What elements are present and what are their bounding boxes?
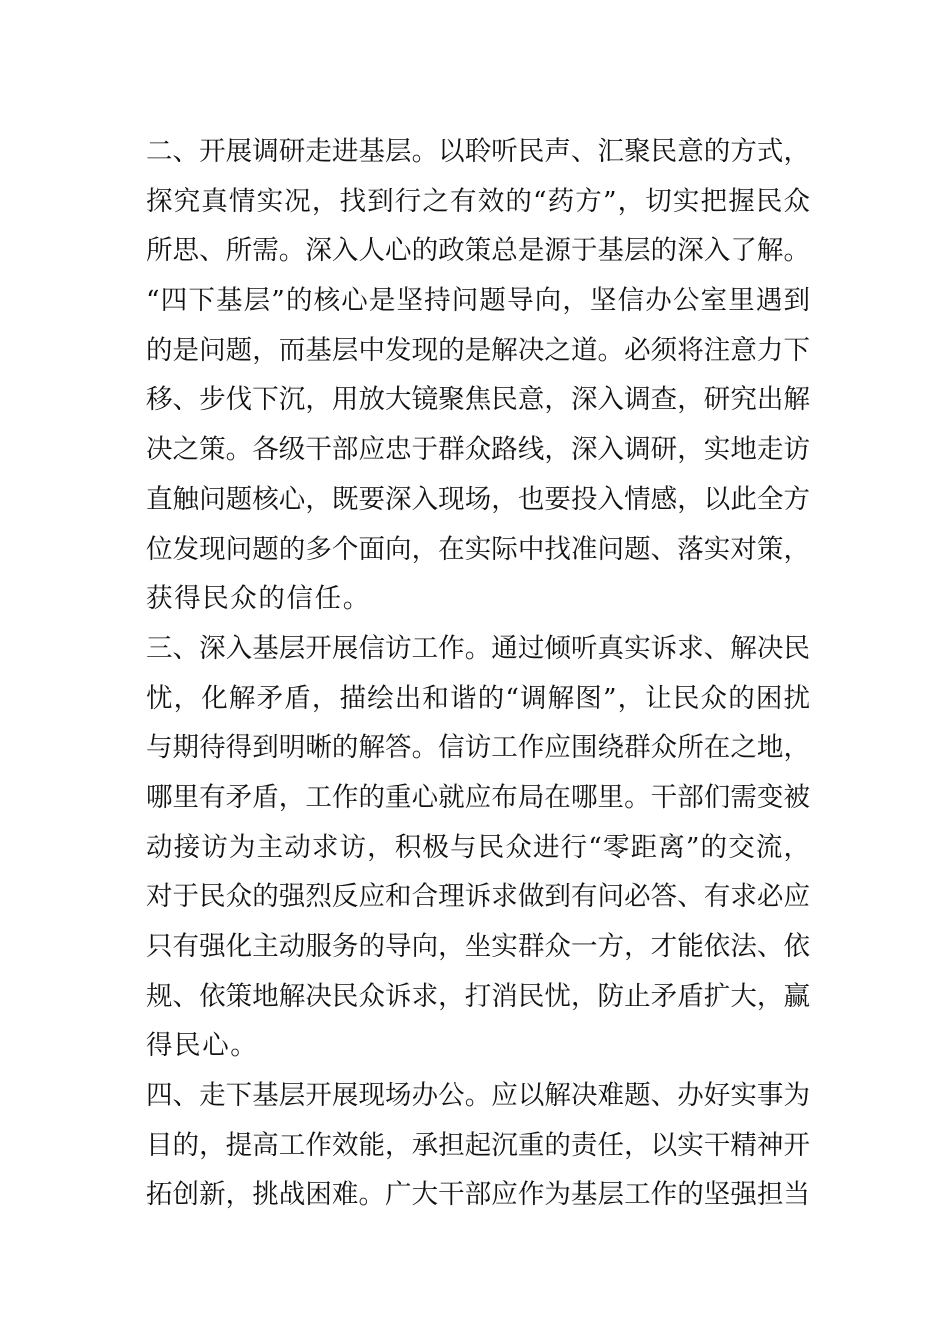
text-line: 获得民众的信任。 xyxy=(146,583,371,615)
text-line: “四下基层”的核心是坚持问题导向，坚信办公室里遇到 xyxy=(146,285,810,317)
text-line: 只有强化主动服务的导向，坐实群众一方，才能依法、依 xyxy=(146,931,810,962)
text-line: 与期待得到明晰的解答。信访工作应围绕群众所在之地， xyxy=(146,732,810,764)
text-line: 位发现问题的多个面向，在实际中找准问题、落实对策， xyxy=(146,533,810,565)
text-line: 忧，化解矛盾，描绘出和谐的“调解图”，让民众的困扰 xyxy=(146,682,810,714)
text-line: 对于民众的强烈反应和合理诉求做到有问必答、有求必应 xyxy=(146,881,810,913)
text-line: 拓创新，挑战困难。广大干部应作为基层工作的坚强担当 xyxy=(146,1179,810,1211)
text-line: 规、依策地解决民众诉求，打消民忧，防止矛盾扩大，赢 xyxy=(146,980,810,1012)
text-line: 所思、所需。深入人心的政策总是源于基层的深入了解。 xyxy=(146,235,810,267)
text-line: 的是问题，而基层中发现的是解决之道。必须将注意力下 xyxy=(146,334,810,366)
text-line: 哪里有矛盾，工作的重心就应布局在哪里。干部们需变被 xyxy=(146,781,810,813)
text-line: 目的，提高工作效能，承担起沉重的责任，以实干精神开 xyxy=(146,1129,810,1161)
text-line: 二、开展调研走进基层。以聆听民声、汇聚民意的方式， xyxy=(146,136,810,167)
body-text xyxy=(146,127,810,1220)
text-line: 得民心。 xyxy=(146,1030,259,1062)
text-line: 动接访为主动求访，积极与民众进行“零距离”的交流， xyxy=(146,831,810,863)
text-line: 三、深入基层开展信访工作。通过倾听真实诉求、解决民 xyxy=(146,632,810,664)
text-line: 直触问题核心，既要深入现场，也要投入情感，以此全方 xyxy=(146,483,810,515)
text-line: 决之策。各级干部应忠于群众路线，深入调研，实地走访 xyxy=(146,434,810,466)
text-line: 移、步伐下沉，用放大镜聚焦民意，深入调查，研究出解 xyxy=(146,384,810,416)
text-line: 探究真情实况，找到行之有效的“药方”，切实把握民众 xyxy=(146,185,810,217)
text-line: 四、走下基层开展现场办公。应以解决难题、办好实事为 xyxy=(146,1080,810,1112)
